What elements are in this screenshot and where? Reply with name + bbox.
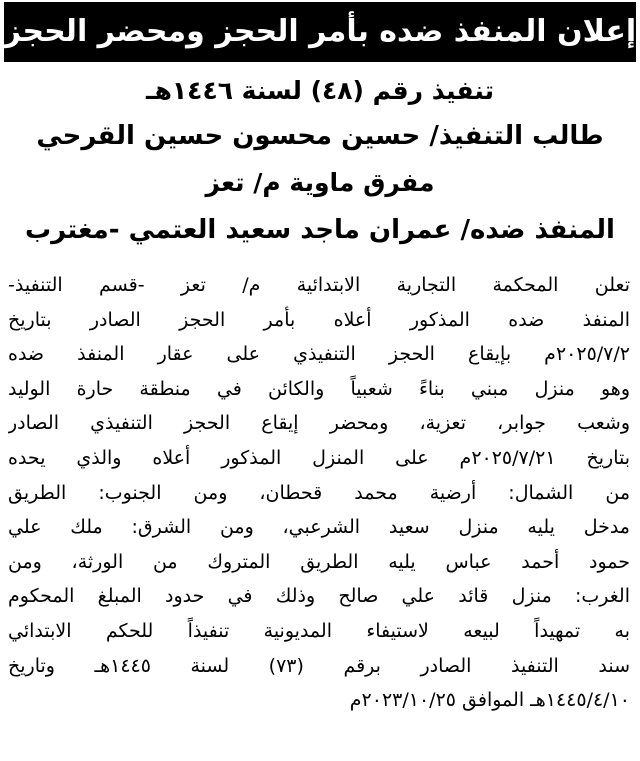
notice-body <box>8 268 630 718</box>
body-line: وهو منزل مبني بناءً شعبياً والكائن في منطقة حارة الوليد <box>8 377 630 400</box>
case-number-line: تنفيذ رقم (٤٨) لسنة ١٤٤٦هـ <box>146 76 494 105</box>
body-line: بتاريخ ٢٠٢٥/٧/٢١م على المنزل المذكور أعلاه والذي يحده <box>8 446 630 469</box>
address-line: مفرق ماوية م/ تعز <box>205 168 435 197</box>
body-line: المنفذ ضده المذكور أعلاه بأمر الحجز الصادر بتاريخ <box>8 308 630 331</box>
body-line: وشعب جوابر، تعزية، ومحضر إيقاع الحجز التنفيذي الصادر <box>8 412 630 435</box>
body-line: الغرب: منزل قائد علي صالح وذلك في حدود المبلغ المحكوم <box>8 585 630 608</box>
notice-header-block <box>8 70 632 254</box>
body-line: ٢٠٢٥/٧/٢م بإيقاع الحجز التنفيذي على عقار المنفذ ضده <box>8 343 630 366</box>
requester-line: طالب التنفيذ/ حسين محسون حسين القرحي <box>36 121 604 151</box>
body-line: من الشمال: أرضية محمد قحطان، ومن الجنوب: الطريق <box>8 481 630 504</box>
body-line: حمود أحمد عباس يليه الطريق المتروك من الورثة، ومن <box>8 550 630 573</box>
body-line: مدخل يليه منزل سعيد الشرعبي، ومن الشرق: ملك علي <box>8 516 630 539</box>
body-line: به تمهيداً لبيعه لاستيفاء المديونية تنفيذاً للحكم الابتدائي <box>8 619 630 642</box>
respondent-line: المنفذ ضده/ عمران ماجد سعيد العتمي -مغترب <box>25 215 615 245</box>
notice-title: إعلان المنفذ ضده بأمر الحجز ومحضر الحجز <box>4 2 636 62</box>
body-line: ١٤٤٥/٤/١٠هـ الموافق ٢٠٢٣/١٠/٢٥م <box>349 689 630 712</box>
body-line: تعلن المحكمة التجارية الابتدائية م/ تعز -قسم التنفيذ- <box>8 274 630 296</box>
body-line: سند التنفيذ الصادر برقم (٧٣) لسنة ١٤٤٥هـ وتاريخ <box>8 654 630 677</box>
